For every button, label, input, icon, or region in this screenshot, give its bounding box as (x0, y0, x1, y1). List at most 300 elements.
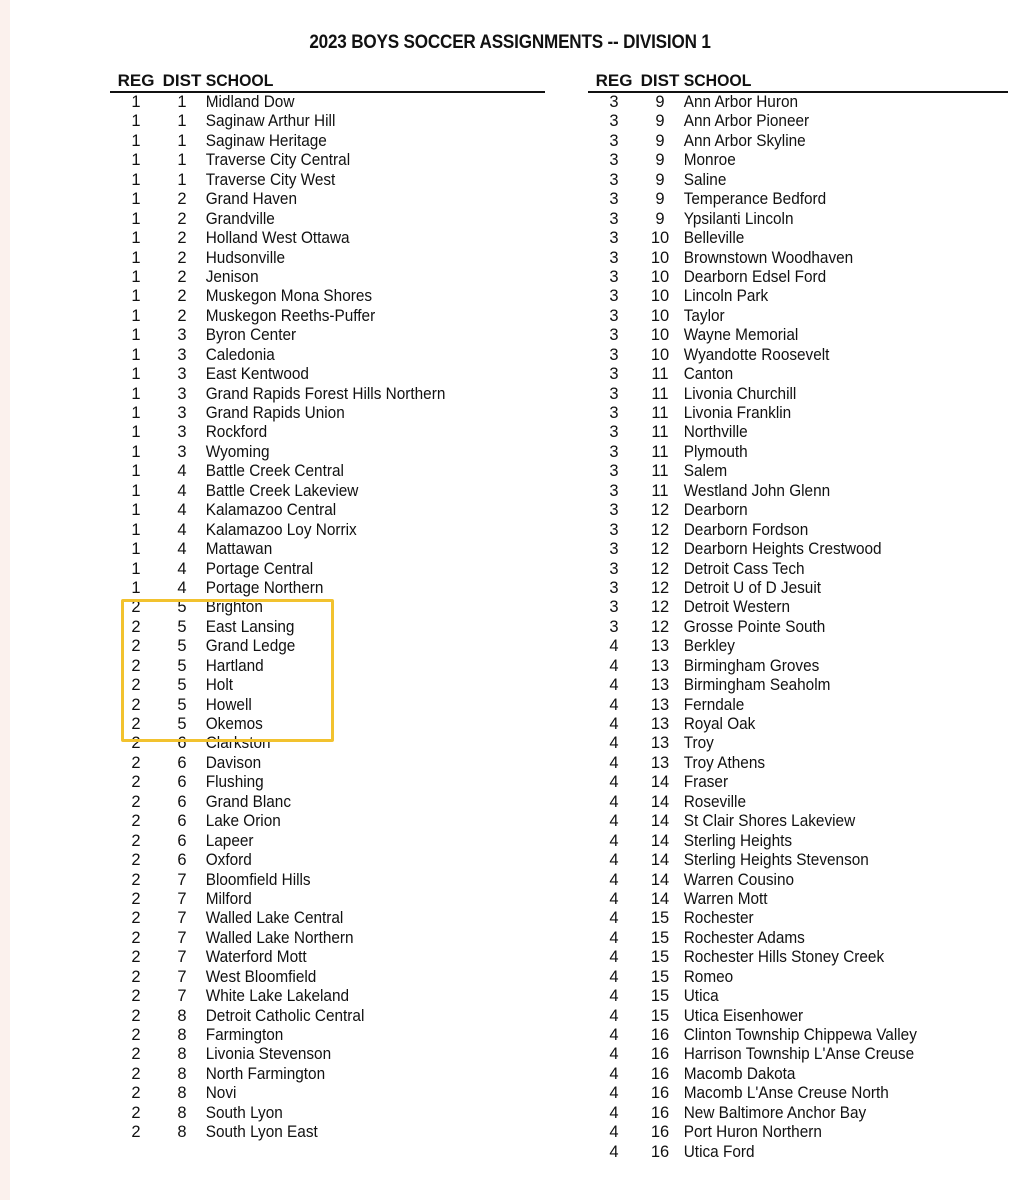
dist-cell: 12 (650, 559, 670, 578)
dist-cell: 11 (651, 442, 669, 461)
dist-cell: 5 (177, 637, 187, 656)
reg-cell: 3 (609, 229, 619, 248)
school-cell: Royal Oak (683, 715, 756, 733)
table-row (588, 773, 1008, 792)
reg-cell: 2 (131, 773, 141, 792)
reg-cell: 2 (131, 617, 141, 636)
dist-cell: 7 (177, 889, 187, 908)
reg-cell: 1 (131, 131, 141, 150)
table-row (110, 112, 545, 131)
table-row (588, 560, 1008, 579)
dist-cell: 3 (177, 345, 187, 364)
dist-cell: 7 (177, 909, 187, 928)
table-row (588, 948, 1008, 967)
dist-cell: 1 (177, 131, 187, 150)
table-row (588, 657, 1008, 676)
school-cell: Ann Arbor Skyline (683, 131, 806, 150)
dist-cell: 2 (177, 287, 187, 306)
reg-cell: 2 (131, 1026, 141, 1044)
dist-cell: 6 (177, 812, 187, 831)
dist-cell: 7 (177, 967, 187, 986)
column-header (110, 72, 545, 93)
dist-cell: 9 (655, 93, 665, 111)
reg-cell: 1 (131, 501, 141, 520)
table-row (588, 987, 1008, 1006)
table-row (588, 268, 1008, 287)
reg-cell: 2 (131, 967, 141, 986)
reg-cell: 1 (131, 442, 141, 461)
table-row (588, 287, 1008, 306)
table-row (110, 229, 545, 248)
table-row (110, 1123, 545, 1142)
dist-cell: 14 (650, 792, 670, 811)
reg-cell: 1 (131, 540, 141, 559)
school-cell: Warren Cousino (683, 870, 795, 889)
reg-cell: 4 (609, 1142, 619, 1161)
school-cell: Wayne Memorial (683, 326, 799, 345)
table-row (110, 385, 545, 404)
dist-cell: 16 (650, 1045, 670, 1064)
table-row (588, 307, 1008, 326)
dist-cell: 11 (651, 384, 669, 403)
reg-cell: 2 (131, 676, 141, 695)
table-row (588, 696, 1008, 715)
table-row (110, 423, 545, 442)
school-cell: Muskegon Reeths-Puffer (205, 306, 376, 325)
school-cell: Belleville (683, 229, 745, 248)
header-dist: DIST (640, 71, 680, 90)
table-row (588, 151, 1008, 170)
school-cell: Berkley (683, 637, 735, 656)
reg-cell: 1 (131, 93, 141, 111)
table-row (588, 112, 1008, 131)
table-row (110, 132, 545, 151)
table-row (110, 715, 545, 734)
table-row (110, 326, 545, 345)
dist-cell: 6 (177, 753, 187, 772)
dist-cell: 9 (655, 112, 665, 131)
school-cell: Warren Mott (683, 889, 768, 908)
dist-cell: 16 (650, 1064, 670, 1083)
table-row (588, 540, 1008, 559)
dist-cell: 14 (650, 851, 670, 870)
document-page (10, 0, 1010, 1200)
table-row (588, 618, 1008, 637)
reg-cell: 3 (609, 112, 619, 131)
dist-cell: 7 (177, 987, 187, 1006)
reg-cell: 1 (131, 267, 141, 286)
dist-cell: 15 (650, 967, 670, 986)
reg-cell: 4 (609, 812, 619, 831)
dist-cell: 8 (177, 1045, 187, 1064)
table-row (588, 210, 1008, 229)
school-cell: Grosse Pointe South (683, 617, 826, 636)
table-row (588, 1026, 1008, 1045)
dist-cell: 15 (650, 928, 670, 947)
dist-cell: 9 (655, 131, 665, 150)
reg-cell: 4 (609, 1045, 619, 1064)
table-row (110, 676, 545, 695)
table-row (110, 1045, 545, 1064)
school-cell: Bloomfield Hills (205, 870, 311, 889)
dist-cell: 1 (177, 151, 187, 170)
dist-cell: 6 (177, 773, 187, 792)
school-cell: Detroit Cass Tech (683, 559, 805, 578)
school-cell: Muskegon Mona Shores (205, 287, 373, 306)
dist-cell: 2 (177, 248, 187, 267)
school-cell: Lake Orion (205, 812, 281, 831)
school-cell: East Lansing (205, 617, 295, 636)
table-row (110, 268, 545, 287)
reg-cell: 4 (609, 1123, 619, 1142)
school-cell: Utica Ford (683, 1142, 755, 1161)
school-cell: Battle Creek Lakeview (205, 481, 359, 500)
table-row (110, 734, 545, 753)
reg-cell: 4 (609, 676, 619, 695)
dist-cell: 1 (177, 170, 187, 189)
dist-cell: 15 (650, 987, 670, 1006)
dist-cell: 7 (177, 928, 187, 947)
table-row (110, 249, 545, 268)
dist-cell: 16 (650, 1123, 670, 1142)
dist-cell: 12 (650, 578, 670, 597)
reg-cell: 3 (609, 131, 619, 150)
school-cell: Dearborn (683, 501, 748, 520)
reg-cell: 4 (609, 831, 619, 850)
reg-cell: 1 (131, 248, 141, 267)
school-cell: White Lake Lakeland (205, 987, 350, 1006)
reg-cell: 3 (609, 345, 619, 364)
table-row (110, 909, 545, 928)
reg-cell: 4 (609, 715, 619, 733)
table-row (588, 1045, 1008, 1064)
reg-cell: 2 (131, 928, 141, 947)
table-row (588, 715, 1008, 734)
table-row (588, 190, 1008, 209)
dist-cell: 6 (177, 792, 187, 811)
table-row (110, 812, 545, 831)
dist-cell: 10 (650, 326, 670, 345)
school-cell: Roseville (683, 792, 746, 811)
reg-cell: 4 (609, 928, 619, 947)
school-cell: Grand Rapids Forest Hills Northern (205, 384, 446, 403)
table-row (588, 365, 1008, 384)
reg-cell: 4 (609, 909, 619, 928)
dist-cell: 10 (650, 248, 670, 267)
school-cell: Fraser (683, 773, 729, 792)
reg-cell: 3 (609, 151, 619, 170)
school-cell: Sterling Heights Stevenson (683, 851, 869, 870)
reg-cell: 3 (609, 190, 619, 209)
table-row (588, 637, 1008, 656)
table-row (588, 462, 1008, 481)
dist-cell: 10 (650, 345, 670, 364)
school-cell: Livonia Churchill (683, 384, 797, 403)
school-cell: Davison (205, 753, 262, 772)
school-cell: East Kentwood (205, 365, 309, 384)
school-cell: Okemos (205, 715, 263, 733)
dist-cell: 12 (650, 598, 670, 617)
reg-cell: 4 (609, 656, 619, 675)
dist-cell: 3 (177, 442, 187, 461)
table-row (110, 1084, 545, 1103)
reg-cell: 2 (131, 753, 141, 772)
school-cell: Wyandotte Roosevelt (683, 345, 830, 364)
school-cell: Saline (683, 170, 727, 189)
table-row (110, 637, 545, 656)
school-cell: Ann Arbor Huron (683, 93, 799, 111)
school-cell: Livonia Stevenson (205, 1045, 332, 1064)
table-row (110, 560, 545, 579)
dist-cell: 13 (650, 753, 670, 772)
reg-cell: 1 (131, 190, 141, 209)
reg-cell: 1 (131, 384, 141, 403)
reg-cell: 2 (131, 870, 141, 889)
reg-cell: 1 (131, 462, 141, 481)
reg-cell: 2 (131, 1045, 141, 1064)
school-cell: Monroe (683, 151, 736, 170)
table-row (588, 909, 1008, 928)
reg-cell: 4 (609, 889, 619, 908)
table-row (110, 1007, 545, 1026)
dist-cell: 15 (650, 948, 670, 967)
dist-cell: 13 (650, 695, 670, 714)
dist-cell: 2 (177, 306, 187, 325)
dist-cell: 2 (177, 190, 187, 209)
table-row (588, 851, 1008, 870)
school-cell: Hartland (205, 656, 264, 675)
table-row (110, 521, 545, 540)
table-row (110, 773, 545, 792)
table-row (110, 618, 545, 637)
school-cell: Oxford (205, 851, 252, 870)
school-cell: Walled Lake Northern (205, 928, 354, 947)
dist-cell: 6 (177, 831, 187, 850)
table-row (588, 404, 1008, 423)
dist-cell: 8 (177, 1084, 187, 1103)
reg-cell: 3 (609, 442, 619, 461)
school-cell: Clinton Township Chippewa Valley (683, 1026, 917, 1044)
table-row (110, 501, 545, 520)
school-cell: Lapeer (205, 831, 254, 850)
table-row (588, 385, 1008, 404)
school-cell: Ypsilanti Lincoln (683, 209, 794, 228)
table-row (110, 696, 545, 715)
dist-cell: 6 (177, 734, 187, 753)
school-cell: Hudsonville (205, 248, 286, 267)
table-row (110, 968, 545, 987)
reg-cell: 2 (131, 1084, 141, 1103)
table-row (110, 1104, 545, 1123)
reg-cell: 1 (131, 520, 141, 539)
school-cell: Battle Creek Central (205, 462, 344, 481)
table-row (110, 754, 545, 773)
dist-cell: 16 (650, 1142, 670, 1161)
reg-cell: 2 (131, 598, 141, 617)
dist-cell: 16 (650, 1026, 670, 1044)
table-row (110, 540, 545, 559)
dist-cell: 13 (650, 734, 670, 753)
reg-cell: 3 (609, 209, 619, 228)
table-row (588, 443, 1008, 462)
table-row (110, 190, 545, 209)
dist-cell: 3 (177, 326, 187, 345)
reg-cell: 2 (131, 909, 141, 928)
school-cell: Sterling Heights (683, 831, 793, 850)
reg-cell: 2 (131, 851, 141, 870)
dist-cell: 2 (177, 209, 187, 228)
reg-cell: 3 (609, 170, 619, 189)
school-cell: Kalamazoo Central (205, 501, 337, 520)
dist-cell: 10 (650, 267, 670, 286)
dist-cell: 2 (177, 267, 187, 286)
reg-cell: 3 (609, 267, 619, 286)
school-cell: South Lyon East (205, 1123, 318, 1142)
dist-cell: 10 (650, 287, 670, 306)
table-row (110, 307, 545, 326)
dist-cell: 3 (177, 423, 187, 442)
school-cell: Macomb Dakota (683, 1064, 796, 1083)
school-cell: Detroit U of D Jesuit (683, 578, 822, 597)
school-cell: Salem (683, 462, 728, 481)
reg-cell: 2 (131, 1103, 141, 1122)
school-cell: Macomb L'Anse Creuse North (683, 1084, 889, 1103)
reg-cell: 2 (131, 715, 141, 733)
school-cell: Romeo (683, 967, 734, 986)
dist-cell: 14 (650, 812, 670, 831)
header-reg: REG (595, 71, 633, 90)
dist-cell: 11 (651, 462, 669, 481)
school-cell: Canton (683, 365, 734, 384)
school-cell: Birmingham Groves (683, 656, 820, 675)
reg-cell: 2 (131, 831, 141, 850)
table-row (588, 598, 1008, 617)
reg-cell: 1 (131, 151, 141, 170)
school-cell: Temperance Bedford (683, 190, 827, 209)
table-row (588, 1104, 1008, 1123)
school-cell: Waterford Mott (205, 948, 307, 967)
table-row (588, 346, 1008, 365)
reg-cell: 1 (131, 559, 141, 578)
table-row (588, 229, 1008, 248)
dist-cell: 3 (177, 404, 187, 422)
reg-cell: 1 (131, 365, 141, 384)
table-row (588, 676, 1008, 695)
dist-cell: 11 (651, 481, 669, 500)
reg-cell: 2 (131, 889, 141, 908)
table-row (110, 482, 545, 501)
column-header (588, 72, 1008, 93)
school-cell: Traverse City Central (205, 151, 351, 170)
reg-cell: 4 (609, 695, 619, 714)
table-row (110, 1065, 545, 1084)
reg-cell: 3 (609, 481, 619, 500)
dist-cell: 7 (177, 948, 187, 967)
school-cell: Rochester (683, 909, 754, 928)
school-cell: Grand Haven (205, 190, 297, 209)
dist-cell: 12 (650, 617, 670, 636)
dist-cell: 13 (650, 656, 670, 675)
dist-cell: 3 (177, 365, 187, 384)
reg-cell: 3 (609, 540, 619, 559)
school-cell: Ferndale (683, 695, 745, 714)
table-row (110, 365, 545, 384)
reg-cell: 2 (131, 637, 141, 656)
school-cell: Portage Central (205, 559, 314, 578)
dist-cell: 4 (177, 578, 187, 597)
header-reg: REG (117, 71, 155, 90)
table-row (110, 93, 545, 112)
school-cell: Jenison (205, 267, 259, 286)
reg-cell: 2 (131, 812, 141, 831)
school-cell: Grand Rapids Union (205, 404, 345, 422)
school-cell: New Baltimore Anchor Bay (683, 1103, 867, 1122)
dist-cell: 15 (650, 1006, 670, 1025)
table-row (110, 948, 545, 967)
table-row (588, 482, 1008, 501)
reg-cell: 4 (609, 792, 619, 811)
reg-cell: 3 (609, 462, 619, 481)
dist-cell: 9 (655, 190, 665, 209)
left-table-body (110, 93, 545, 1143)
school-cell: Wyoming (205, 442, 270, 461)
reg-cell: 4 (609, 851, 619, 870)
header-dist: DIST (162, 71, 202, 90)
school-cell: Farmington (205, 1026, 284, 1044)
reg-cell: 1 (131, 345, 141, 364)
reg-cell: 2 (131, 734, 141, 753)
reg-cell: 4 (609, 773, 619, 792)
school-cell: Flushing (205, 773, 264, 792)
table-row (588, 1065, 1008, 1084)
dist-cell: 11 (651, 365, 669, 384)
table-row (110, 287, 545, 306)
table-row (110, 151, 545, 170)
reg-cell: 4 (609, 734, 619, 753)
reg-cell: 1 (131, 287, 141, 306)
reg-cell: 3 (609, 423, 619, 442)
school-cell: Walled Lake Central (205, 909, 344, 928)
dist-cell: 4 (177, 520, 187, 539)
reg-cell: 4 (609, 1064, 619, 1083)
school-cell: Holland West Ottawa (205, 229, 350, 248)
table-row (110, 793, 545, 812)
school-cell: Grand Blanc (205, 792, 292, 811)
school-cell: Taylor (683, 306, 725, 325)
reg-cell: 4 (609, 1026, 619, 1044)
reg-cell: 3 (609, 384, 619, 403)
dist-cell: 3 (177, 384, 187, 403)
dist-cell: 4 (177, 462, 187, 481)
school-cell: Rockford (205, 423, 268, 442)
header-school: SCHOOL (683, 71, 752, 90)
dist-cell: 16 (650, 1084, 670, 1103)
table-row (110, 579, 545, 598)
school-cell: Rochester Adams (683, 928, 805, 947)
dist-cell: 14 (650, 889, 670, 908)
table-row (110, 890, 545, 909)
school-cell: Byron Center (205, 326, 297, 345)
school-cell: Detroit Catholic Central (205, 1006, 365, 1025)
reg-cell: 1 (131, 578, 141, 597)
table-row (588, 929, 1008, 948)
table-row (588, 1143, 1008, 1162)
dist-cell: 12 (650, 540, 670, 559)
dist-cell: 13 (650, 676, 670, 695)
reg-cell: 1 (131, 404, 141, 422)
reg-cell: 2 (131, 987, 141, 1006)
dist-cell: 11 (651, 423, 669, 442)
